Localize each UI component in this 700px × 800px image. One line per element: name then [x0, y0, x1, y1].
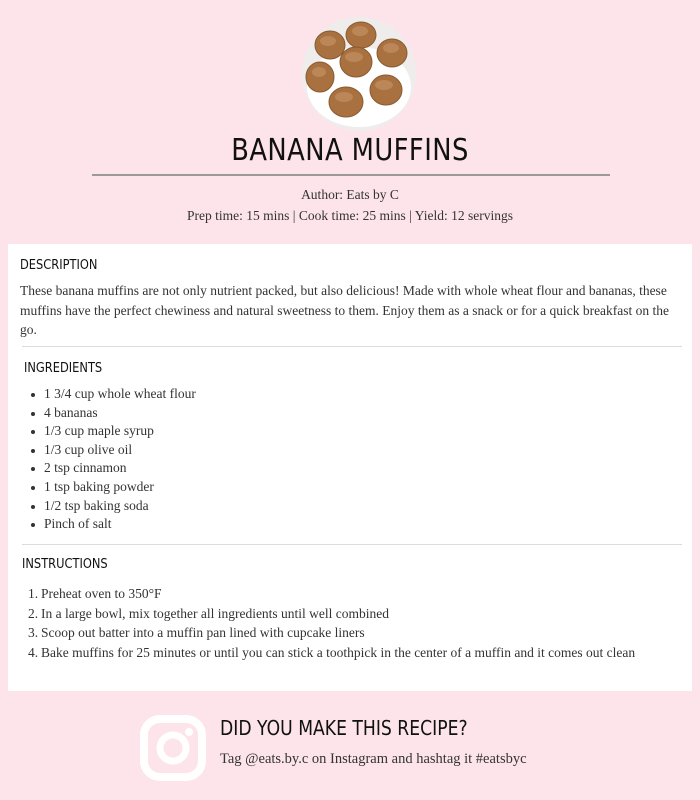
- ingredient-item: 1/2 tsp baking soda: [26, 497, 196, 516]
- instruction-step: [28, 584, 678, 604]
- author-line: Author: Eats by C: [301, 187, 399, 202]
- ingredients-heading: INGREDIENTS: [24, 361, 103, 376]
- step-text: Preheat oven to 350°F: [41, 586, 162, 601]
- instruction-step: [28, 643, 678, 663]
- ingredients-list: [26, 385, 196, 534]
- description-text: These banana muffins are not only nutrient packed, but also delicious! Made with whole wheat flour and bananas, these muffins have the perfect chewiness and natural sweetness to them. Enjoy them as a snack or for a quick breakfast on the go.: [20, 283, 670, 337]
- ingredient-item: Pinch of salt: [26, 515, 196, 534]
- cta-heading: DID YOU MAKE THIS RECIPE?: [220, 716, 468, 740]
- step-text: Bake muffins for 25 minutes or until you can stick a toothpick in the center of a muffin and it comes out clean: [41, 644, 636, 660]
- section-divider: [22, 544, 682, 545]
- ingredient-item: 1/3 cup olive oil: [26, 441, 196, 460]
- description-heading: DESCRIPTION: [20, 258, 98, 273]
- ingredient-item: 1/3 cup maple syrup: [26, 422, 196, 441]
- recipe-card: [8, 244, 692, 691]
- step-text: In a large bowl, mix together all ingredients until well combined: [41, 605, 390, 621]
- ingredient-item: 1 3/4 cup whole wheat flour: [26, 385, 196, 404]
- section-divider: [22, 346, 682, 347]
- step-text: Scoop out batter into a muffin pan lined with cupcake liners: [41, 625, 365, 640]
- step-number: 2.: [28, 605, 39, 621]
- instagram-icon[interactable]: [138, 713, 208, 783]
- instruction-step: [28, 604, 678, 624]
- instruction-step: [28, 623, 678, 643]
- title-divider: [92, 174, 610, 176]
- ingredient-item: 1 tsp baking powder: [26, 478, 196, 497]
- instructions-list: [28, 584, 678, 662]
- instructions-heading: INSTRUCTIONS: [22, 557, 108, 572]
- recipe-title: BANANA MUFFINS: [231, 133, 469, 168]
- recipe-times: Prep time: 15 mins | Cook time: 25 mins | Yield: 12 servings: [187, 208, 513, 223]
- step-number: 3.: [28, 625, 39, 640]
- ingredient-item: 2 tsp cinnamon: [26, 459, 196, 478]
- ingredient-item: 4 bananas: [26, 404, 196, 423]
- step-number: 4.: [28, 644, 39, 660]
- muffins-photo: [302, 17, 416, 131]
- cta-text: Tag @eats.by.c on Instagram and hashtag it #eatsbyc: [220, 751, 527, 767]
- step-number: 1.: [28, 586, 39, 601]
